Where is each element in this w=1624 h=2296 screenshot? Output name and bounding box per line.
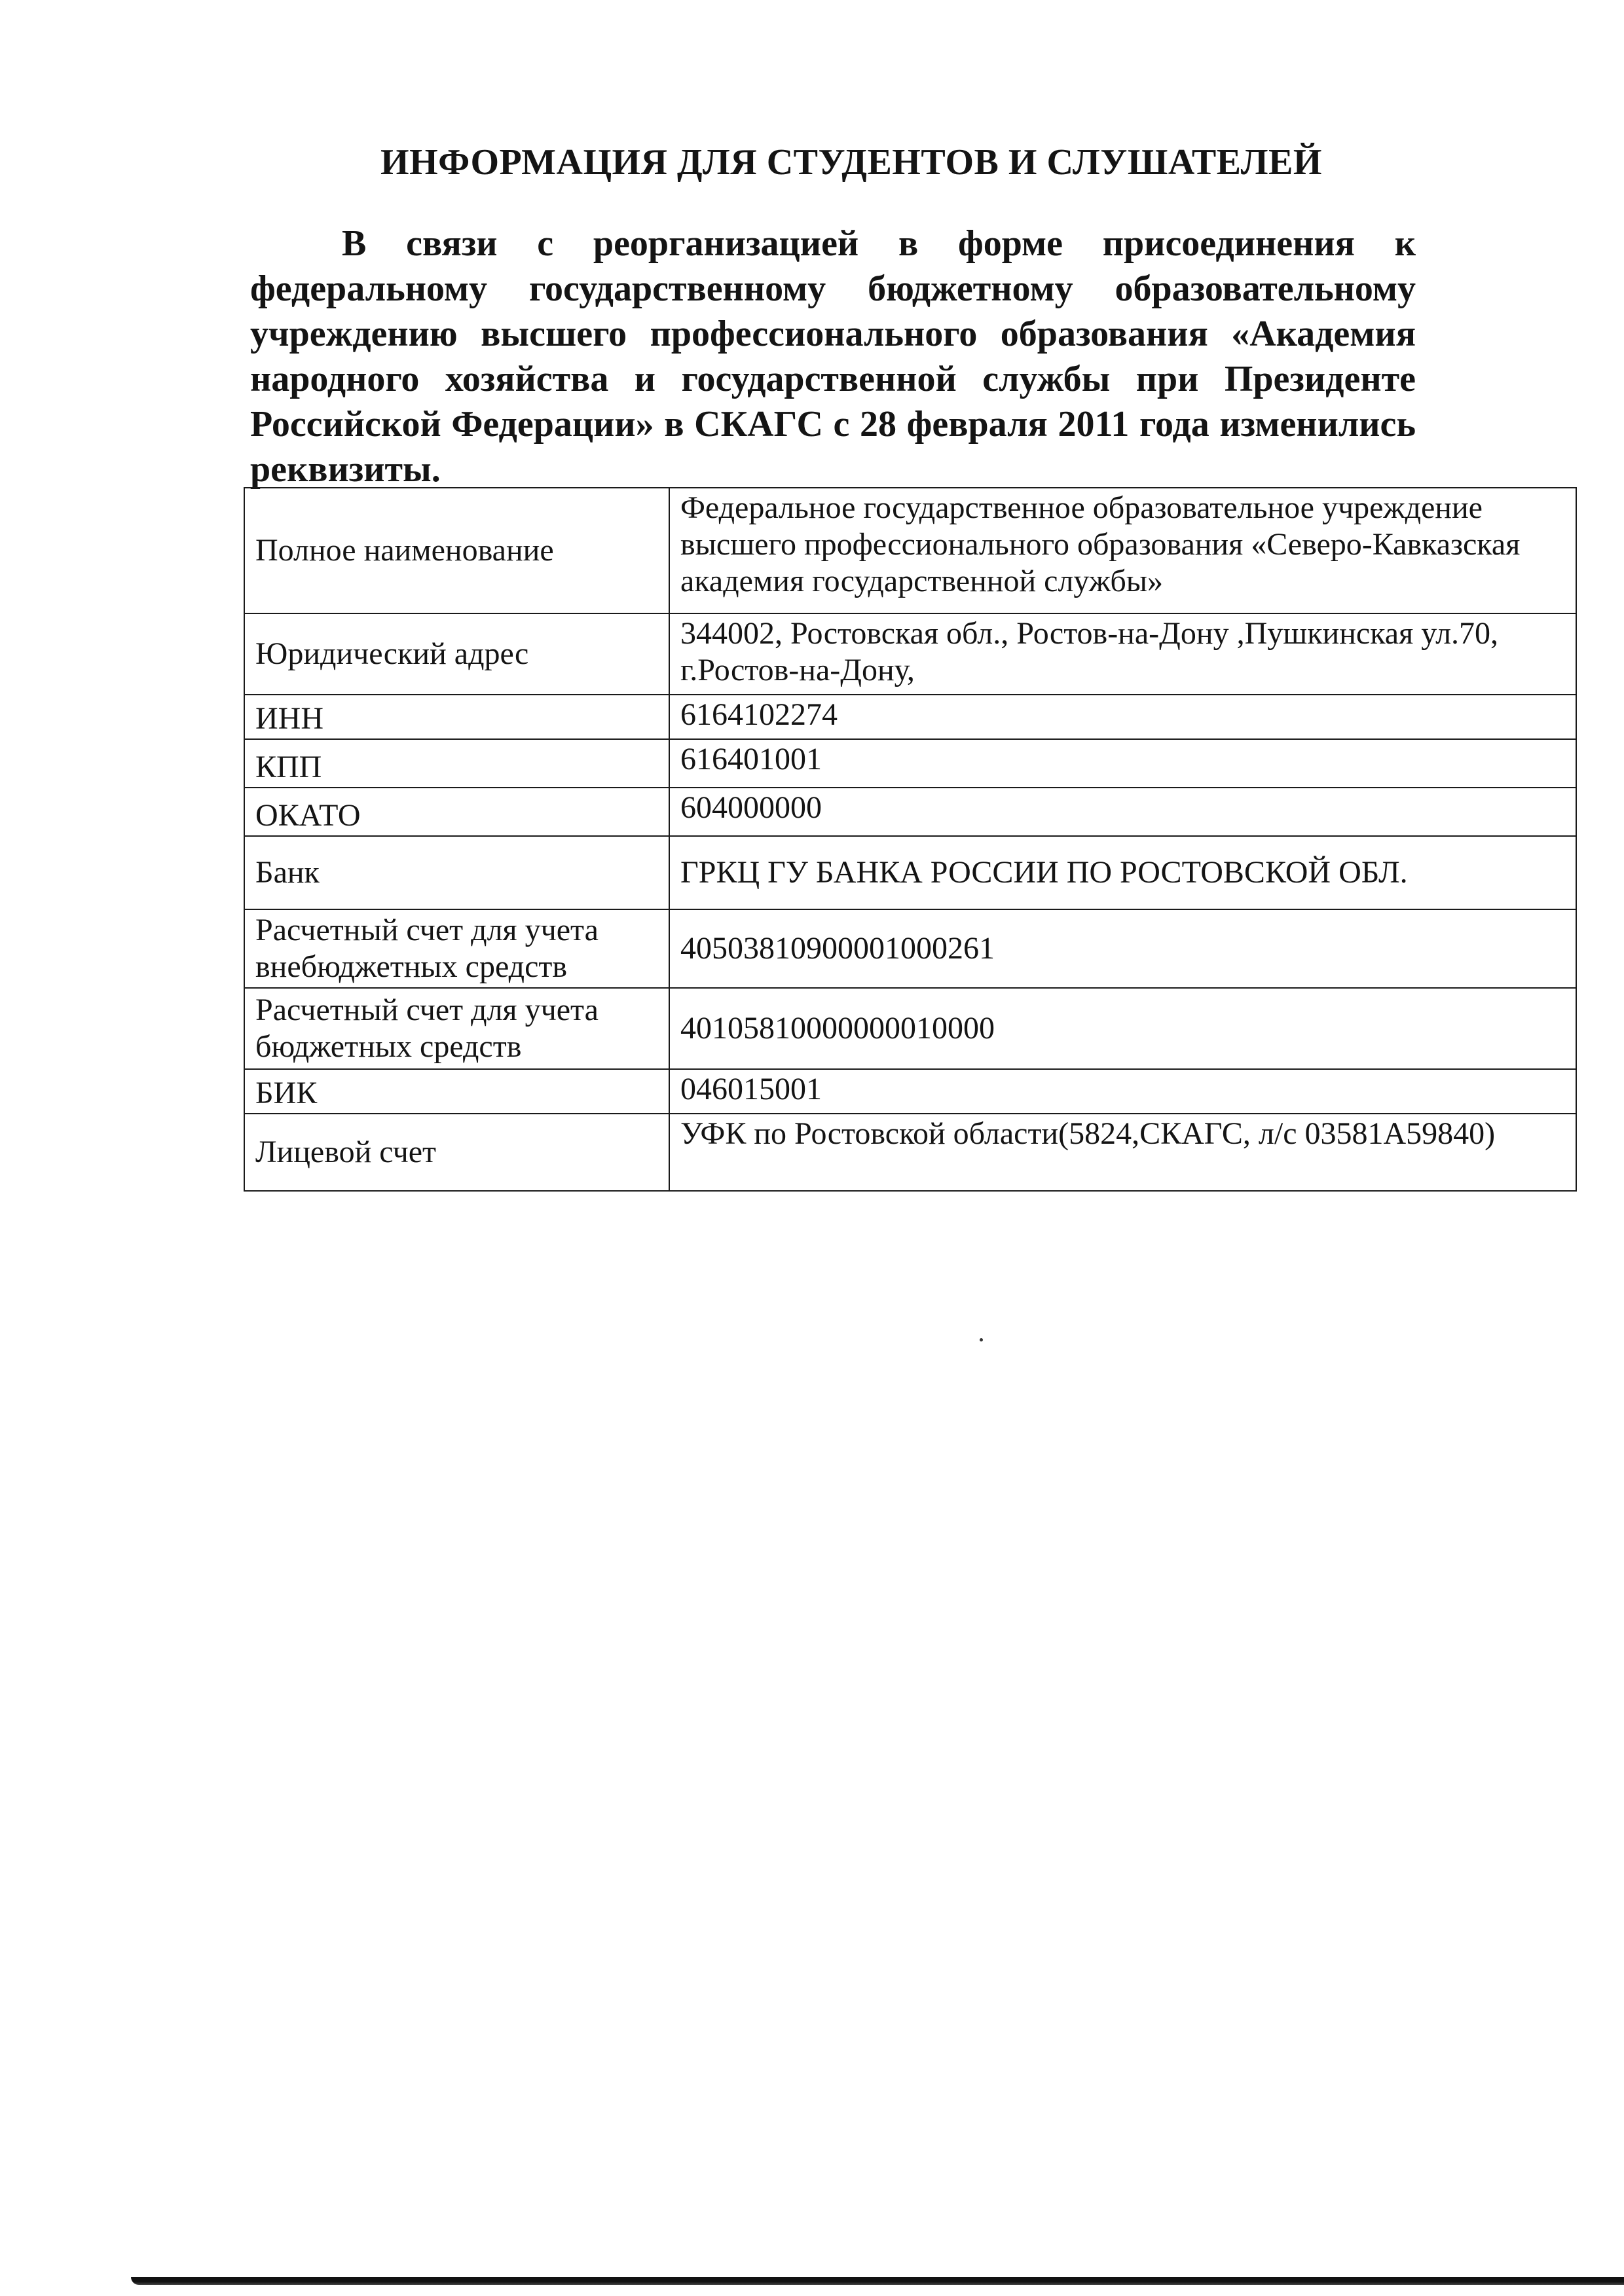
table-row [244,1069,1576,1114]
row-label: Расчетный счет для учета внебюджетных средств [244,909,669,988]
intro-paragraph: В связи с реорганизацией в форме присоединения к федеральному государственному бюджетному образовательному учреждению высшего профессионального образования «Академия народного хозяйства и государственной службы при Президенте Российской Федерации» в СКАГС с 28 февраля 2011 года изменились реквизиты. [250,223,1416,490]
row-label: Полное наименование [244,488,669,613]
row-value: УФК по Ростовской области(5824,СКАГС, л/с 03581А59840) [669,1114,1576,1191]
table-row [244,695,1576,739]
row-label: Расчетный счет для учета бюджетных средств [244,988,669,1069]
scan-speck [980,1338,983,1341]
row-value: 046015001 [669,1069,1576,1114]
row-label: КПП [244,739,669,788]
row-label: Юридический адрес [244,613,669,695]
row-value: 344002, Ростовская обл., Ростов-на-Дону ,Пушкинская ул.70, г.Ростов-на-Дону, [669,613,1576,695]
requisites-table [244,487,1577,1192]
scan-edge-bar [131,2277,1624,2285]
table-row [244,836,1576,909]
table-row [244,988,1576,1069]
row-value: 6164102274 [669,695,1576,739]
row-value: ГРКЦ ГУ БАНКА РОССИИ ПО РОСТОВСКОЙ ОБЛ. [669,836,1576,909]
table-row [244,488,1576,613]
table-row [244,1114,1576,1191]
table-row [244,613,1576,695]
row-value: 40105810000000010000 [669,988,1576,1069]
page-title: ИНФОРМАЦИЯ ДЛЯ СТУДЕНТОВ И СЛУШАТЕЛЕЙ [380,142,1322,183]
table-row [244,788,1576,836]
row-value: 40503810900001000261 [669,909,1576,988]
row-label: Лицевой счет [244,1114,669,1191]
table-row [244,909,1576,988]
table-row [244,739,1576,788]
row-value: Федеральное государственное образовательное учреждение высшего профессионального образования «Северо-Кавказская академия государственной службы» [669,488,1576,613]
row-label: БИК [244,1069,669,1114]
row-value: 604000000 [669,788,1576,836]
row-label: Банк [244,836,669,909]
row-label: ОКАТО [244,788,669,836]
row-value: 616401001 [669,739,1576,788]
row-label: ИНН [244,695,669,739]
